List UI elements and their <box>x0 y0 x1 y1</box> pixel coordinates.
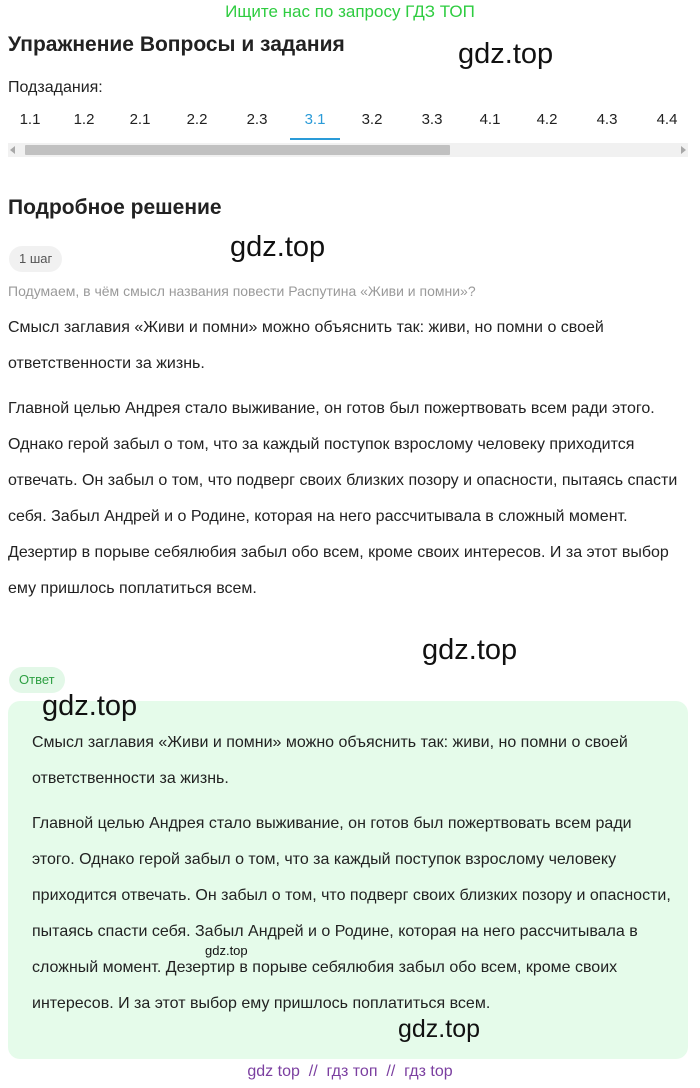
tab-subtask[interactable]: 1.2 <box>73 111 95 128</box>
tab-subtask[interactable]: 2.2 <box>186 111 208 128</box>
tab-subtask[interactable]: 4.2 <box>536 111 558 128</box>
watermark: gdz.top <box>458 38 554 70</box>
step-question: Подумаем, в чём смысл названия повести Распутина «Живи и помни»? <box>8 283 476 299</box>
scroll-right-icon[interactable] <box>681 146 686 154</box>
tab-subtask[interactable]: 1.1 <box>19 111 41 128</box>
answer-box <box>8 701 688 1059</box>
footer-links[interactable]: gdz top // гдз топ // гдз top <box>247 1063 453 1080</box>
scroll-left-icon[interactable] <box>10 146 15 154</box>
subtasks-label: Подзадания: <box>8 79 103 96</box>
tabs-scrollbar[interactable] <box>8 143 688 157</box>
answer-paragraph: Смысл заглавия «Живи и помни» можно объяснить так: живи, но помни о своей ответственности за жизнь. <box>32 734 628 787</box>
solution-paragraph: Главной целью Андрея стало выживание, он готов был пожертвовать всем ради этого. Однако герой забыл о том, что за каждый поступок взрослому человеку приходится отвечать. Он забыл о том, что подверг своих близких позору и опасности, пытаясь спасти себя. Забыл Андрей и о Родине, которая на него рассчитывала в сложный момент. Дезертир в порыве себялюбия забыл обо всем, кроме своих интересов. И за этот выбор ему пришлось поплатиться всем. <box>8 400 678 597</box>
solution-title: Подробное решение <box>8 196 222 219</box>
watermark-small: gdz.top <box>205 943 248 958</box>
watermark: gdz.top <box>42 690 138 722</box>
watermark: gdz.top <box>398 1015 481 1043</box>
tab-subtask-active[interactable]: 3.1 <box>290 108 340 140</box>
scroll-thumb[interactable] <box>25 145 450 155</box>
tab-subtask[interactable]: 3.2 <box>361 111 383 128</box>
tab-subtask[interactable]: 3.3 <box>421 111 443 128</box>
watermark: gdz.top <box>422 634 518 666</box>
tab-subtask[interactable]: 2.3 <box>246 111 268 128</box>
solution-paragraph: Смысл заглавия «Живи и помни» можно объяснить так: живи, но помни о своей ответственности за жизнь. <box>8 319 604 372</box>
subtask-tabs <box>0 108 700 142</box>
tab-subtask[interactable]: 4.1 <box>479 111 501 128</box>
tab-subtask[interactable]: 4.4 <box>656 111 678 128</box>
step-badge: 1 шаг <box>9 246 62 272</box>
page-title: Упражнение Вопросы и задания <box>8 33 345 56</box>
answer-badge: Ответ <box>9 667 65 693</box>
search-banner: Ищите нас по запросу ГДЗ ТОП <box>225 2 475 21</box>
tab-subtask[interactable]: 4.3 <box>596 111 618 128</box>
tab-subtask[interactable]: 2.1 <box>129 111 151 128</box>
watermark: gdz.top <box>230 231 326 263</box>
answer-paragraph: Главной целью Андрея стало выживание, он готов был пожертвовать всем ради этого. Однако герой забыл о том, что за каждый поступок взрослому человеку приходится отвечать. Он забыл о том, что подверг своих близких позору и опасности, пытаясь спасти себя. Забыл Андрей и о Родине, которая на него рассчитывала в сложный момент. Дезертир в порыве себялюбия забыл обо всем, кроме своих интересов. И за этот выбор ему пришлось поплатиться всем. <box>32 815 671 1012</box>
